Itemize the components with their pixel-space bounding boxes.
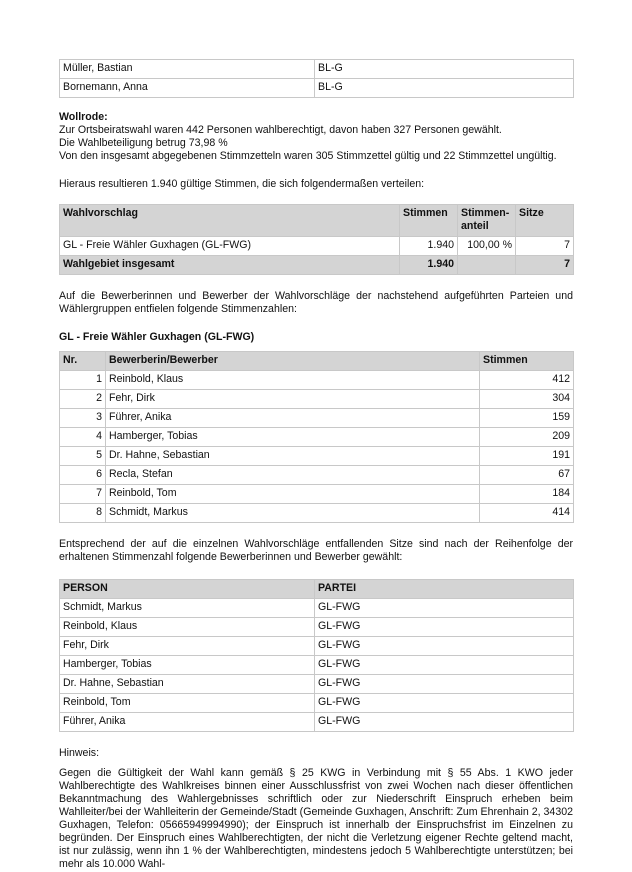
table-row [60, 60, 574, 79]
elected-intro: Entsprechend der auf die einzelnen Wahlvorschläge entfallenden Sitze sind nach der Reihenfolge der erhaltenen Stimmenzahl folgende Bewerberinnen und Bewerber gewählt: [59, 538, 573, 563]
name-cell: Reinbold, Klaus [106, 371, 480, 390]
table-row [60, 656, 574, 675]
name-cell: Dr. Hahne, Sebastian [106, 447, 480, 466]
table-row [60, 599, 574, 618]
header-sitze: Sitze [516, 205, 574, 237]
total-label: Wahlgebiet insgesamt [60, 256, 400, 275]
total-anteil [458, 256, 516, 275]
hinweis-text: Gegen die Gültigkeit der Wahl kann gemäß § 25 KWG in Verbindung mit § 55 Abs. 1 KWO jeder Wahlberechtigte des Wahlkreises binnen einer Ausschlussfrist von zwei Wochen nach dieser öffentlichen Bekanntmachung des Wahlergebnisses schriftlich oder zur Niederschrift Einspruch erheben beim Wahlleiter/bei der Wahlleiterin der Gemeinde/Stadt (Gemeinde Guxhagen, Anschrift: Zum Ehrenhain 2, 34302 Guxhagen, Telefon: 05665949994990); der Einspruch ist innerhalb der Einspruchsfrist im Einzelnen zu begründen. Der Einspruch eines Wahlberechtigten, der nicht die Verletzung eigener Rechte geltend macht, ist nur zulässig, wenn ihn 1 % der Wahlberechtigten, mindestens jedoch 5 Wahlberechtigte unterstützen; bei mehr als 10.000 Wahl- [59, 767, 573, 870]
partei-cell: GL-FWG [315, 675, 574, 694]
nr-cell: 2 [60, 390, 106, 409]
nr-cell: 4 [60, 428, 106, 447]
party-heading: GL - Freie Wähler Guxhagen (GL-FWG) [59, 331, 255, 343]
ballots-text: Von den insgesamt abgegebenen Stimmzetteln waren 305 Stimmzettel gültig und 22 Stimmzettel ungültig. [59, 150, 557, 162]
turnout-text: Die Wahlbeteiligung betrug 73,98 % [59, 137, 228, 149]
person-cell: Schmidt, Markus [60, 599, 315, 618]
table-row [60, 694, 574, 713]
table-row [60, 237, 574, 256]
document-page [59, 59, 573, 871]
stimmen-cell: 412 [480, 371, 574, 390]
table-row [60, 390, 574, 409]
partei-cell: GL-FWG [315, 618, 574, 637]
header-stimmen: Stimmen [400, 205, 458, 237]
stimmen-cell: 159 [480, 409, 574, 428]
sitze-cell: 7 [516, 237, 574, 256]
total-row [60, 256, 574, 275]
person-cell: Führer, Anika [60, 713, 315, 732]
section-heading-wollrode: Wollrode: [59, 111, 108, 123]
table-row [60, 428, 574, 447]
person-cell: Bornemann, Anna [60, 79, 315, 98]
person-cell: Reinbold, Tom [60, 694, 315, 713]
name-cell: Recla, Stefan [106, 466, 480, 485]
partei-cell: GL-FWG [315, 713, 574, 732]
header-bewerber: Bewerberin/Bewerber [106, 352, 480, 371]
partei-cell: GL-FWG [315, 599, 574, 618]
partei-cell: GL-FWG [315, 694, 574, 713]
nr-cell: 3 [60, 409, 106, 428]
table-header-row [60, 205, 574, 237]
hinweis-label: Hinweis: [59, 747, 100, 759]
summary-table [59, 204, 574, 275]
header-stimmen: Stimmen [480, 352, 574, 371]
header-wahlvorschlag: Wahlvorschlag [60, 205, 400, 237]
partei-cell: GL-FWG [315, 656, 574, 675]
header-partei: PARTEI [315, 580, 574, 599]
eligibility-text: Zur Ortsbeiratswahl waren 442 Personen wahlberechtigt, davon haben 327 Personen gewählt. [59, 124, 502, 136]
nr-cell: 8 [60, 504, 106, 523]
stimmen-cell: 1.940 [400, 237, 458, 256]
table-row [60, 713, 574, 732]
name-cell: Reinbold, Tom [106, 485, 480, 504]
header-anteil-line2: anteil [461, 220, 489, 232]
nr-cell: 1 [60, 371, 106, 390]
header-anteil-line1: Stimmen- [461, 207, 510, 219]
nr-cell: 5 [60, 447, 106, 466]
table-row [60, 637, 574, 656]
table-row [60, 79, 574, 98]
person-cell: Müller, Bastian [60, 60, 315, 79]
nr-cell: 6 [60, 466, 106, 485]
table-row [60, 409, 574, 428]
table-row [60, 618, 574, 637]
name-cell: Schmidt, Markus [106, 504, 480, 523]
previous-elected-table [59, 59, 574, 98]
stimmen-cell: 184 [480, 485, 574, 504]
stimmen-cell: 209 [480, 428, 574, 447]
header-stimmenanteil [458, 205, 516, 237]
candidates-intro: Auf die Bewerberinnen und Bewerber der Wahlvorschläge der nachstehend aufgeführten Parteien und Wählergruppen entfielen folgende Stimmenzahlen: [59, 290, 573, 315]
table-row [60, 371, 574, 390]
nr-cell: 7 [60, 485, 106, 504]
elected-table [59, 579, 574, 732]
table-row [60, 675, 574, 694]
person-cell: Reinbold, Klaus [60, 618, 315, 637]
stimmen-cell: 304 [480, 390, 574, 409]
stimmen-cell: 67 [480, 466, 574, 485]
total-sitze: 7 [516, 256, 574, 275]
table-row [60, 485, 574, 504]
wahlvorschlag-cell: GL - Freie Wähler Guxhagen (GL-FWG) [60, 237, 400, 256]
table-row [60, 447, 574, 466]
anteil-cell: 100,00 % [458, 237, 516, 256]
person-cell: Hamberger, Tobias [60, 656, 315, 675]
candidates-table [59, 351, 574, 523]
header-person: PERSON [60, 580, 315, 599]
header-nr: Nr. [60, 352, 106, 371]
result-text: Hieraus resultieren 1.940 gültige Stimmen, die sich folgendermaßen verteilen: [59, 178, 425, 190]
total-stimmen: 1.940 [400, 256, 458, 275]
person-cell: Fehr, Dirk [60, 637, 315, 656]
table-row [60, 504, 574, 523]
table-header-row [60, 580, 574, 599]
person-cell: Dr. Hahne, Sebastian [60, 675, 315, 694]
name-cell: Hamberger, Tobias [106, 428, 480, 447]
name-cell: Fehr, Dirk [106, 390, 480, 409]
stimmen-cell: 191 [480, 447, 574, 466]
name-cell: Führer, Anika [106, 409, 480, 428]
stimmen-cell: 414 [480, 504, 574, 523]
partei-cell: GL-FWG [315, 637, 574, 656]
table-header-row [60, 352, 574, 371]
partei-cell: BL-G [315, 79, 574, 98]
partei-cell: BL-G [315, 60, 574, 79]
table-row [60, 466, 574, 485]
